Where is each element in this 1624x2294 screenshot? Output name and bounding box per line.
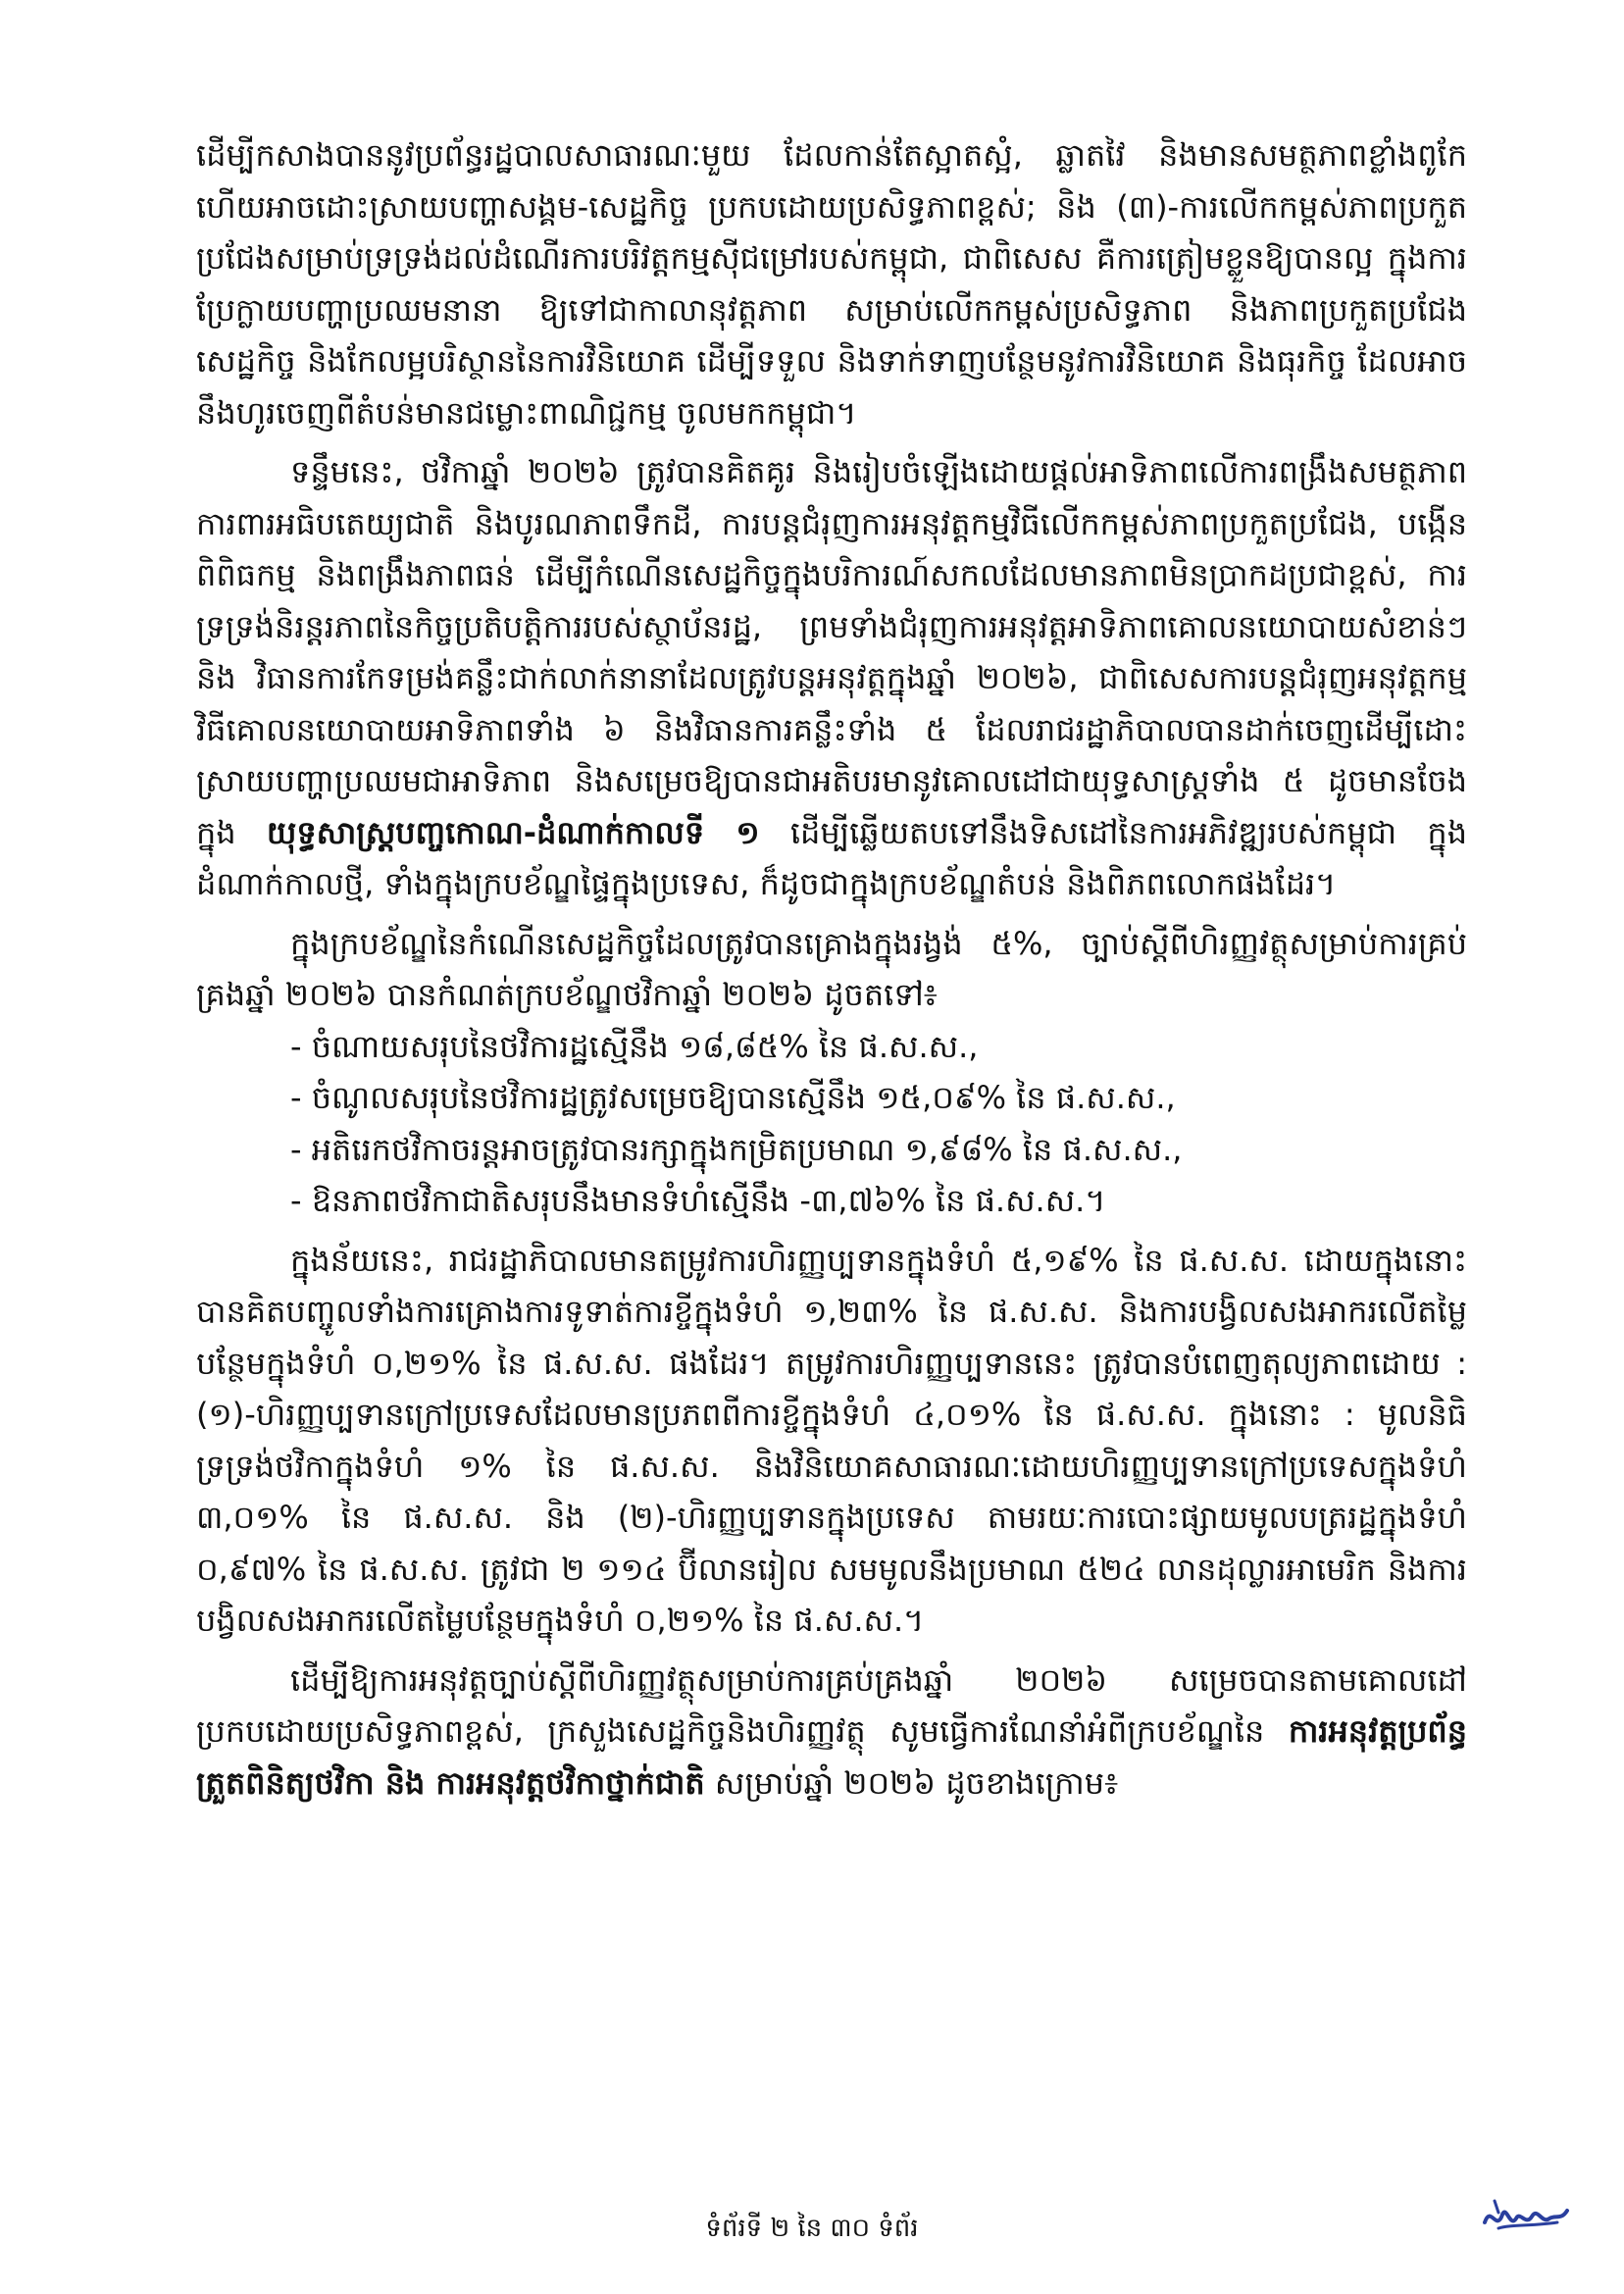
paragraph-2 [196, 446, 1467, 910]
list-item: - ចំណូលសរុបនៃថវិការដ្ឋត្រូវសម្រេចឱ្យបានស្មើនឹង ១៥,០៩% នៃ ផ.ស.ស., [290, 1079, 1176, 1116]
list-item: - ឱនភាពថវិកាជាតិសរុបនឹងមានទំហំស្មើនឹង -៣,៧៦% នៃ ផ.ស.ស.។ [290, 1182, 1106, 1219]
list-item: - អតិរេកថវិកាចរន្តអាចត្រូវបានរក្សាក្នុងកម្រិតប្រមាណ ១,៩៨% នៃ ផ.ស.ស., [290, 1130, 1183, 1168]
paragraph-1 [196, 129, 1467, 438]
paragraph-2-text-a: ទន្ទឹមនេះ, ថវិកាឆ្នាំ ២០២៦ ត្រូវបានគិតគូរ និងរៀបចំឡើងដោយផ្តល់អាទិភាពលើការពង្រឹងសមត្ថភាពការពារអធិបតេយ្យជាតិ និងបូរណភាពទឹកដី, ការបន្តជំរុញការអនុវត្តកម្មវិធីលើកកម្ពស់ភាពប្រកួតប្រជែង, បង្កើនពិពិធកម្ម និងពង្រឹងភាពធន់ ដើម្បីកំណើនសេដ្ឋកិច្ចក្នុងបរិការណ៍សកលដែលមានភាពមិនប្រាកដប្រជាខ្ពស់, ការទ្រទ្រង់និរន្តរភាពនៃកិច្ចប្រតិបត្តិការរបស់ស្ថាប័នរដ្ឋ, ព្រមទាំងជំរុញការអនុវត្តអាទិភាពគោលនយោបាយសំខាន់ៗ និង វិធានការកែទម្រង់គន្លឹះជាក់លាក់នានាដែលត្រូវបន្តអនុវត្តក្នុងឆ្នាំ ២០២៦, ជាពិសេសការបន្តជំរុញអនុវត្តកម្មវិធីគោលនយោបាយអាទិភាពទាំង ៦ និងវិធានការគន្លឹះទាំង ៥ ដែលរាជរដ្ឋាភិបាលបានដាក់ចេញដើម្បីដោះស្រាយបញ្ហាប្រឈមជាអាទិភាព និងសម្រេចឱ្យបានជាអតិបរមានូវគោលដៅជាយុទ្ធសាស្ត្រទាំង ៥ ដូចមានចែងក្នុង [196, 453, 1467, 851]
paragraph-5 [196, 1655, 1467, 1810]
paragraph-4-text: ក្នុងន័យនេះ, រាជរដ្ឋាភិបាលមានតម្រូវការហិរញ្ញប្បទានក្នុងទំហំ ៥,១៩% នៃ ផ.ស.ស. ដោយក្នុងនោះបានគិតបញ្ចូលទាំងការគ្រោងការទូទាត់ការខ្ចីក្នុងទំហំ ១,២៣% នៃ ផ.ស.ស. និងការបង្វិលសងអាករលើតម្លៃបន្ថែមក្នុងទំហំ ០,២១% នៃ ផ.ស.ស. ផងដែរ។ តម្រូវការហិរញ្ញប្បទាននេះ ត្រូវបានបំពេញតុល្យភាពដោយ : (១)-ហិរញ្ញប្បទានក្រៅប្រទេសដែលមានប្រភពពីការខ្ចីក្នុងទំហំ ៤,០១% នៃ ផ.ស.ស. ក្នុងនោះ : មូលនិធិទ្រទ្រង់ថវិកាក្នុងទំហំ ១% នៃ ផ.ស.ស. និងវិនិយោគសាធារណៈដោយហិរញ្ញប្បទានក្រៅប្រទេសក្នុងទំហំ ៣,០១% នៃ ផ.ស.ស. និង (២)-ហិរញ្ញប្បទានក្នុងប្រទេស តាមរយៈការបោះផ្សាយមូលបត្ររដ្ឋក្នុងទំហំ ០,៩៧% នៃ ផ.ស.ស. ត្រូវជា ២ ១១៤ ប៊ីលានរៀល សមមូលនឹងប្រមាណ ៥២៤ លានដុល្លារអាមេរិក និងការបង្វិលសងអាករលើតម្លៃបន្ថែមក្នុងទំហំ ០,២១% នៃ ផ.ស.ស.។ [196, 1241, 1467, 1639]
paragraph-2-text-b: ដើម្បីឆ្លើយតបទៅនឹងទិសដៅនៃការអភិវឌ្ឍរបស់កម្ពុជា ក្នុងដំណាក់កាលថ្មី, ទាំងក្នុងក្របខ័ណ្ឌផ្ទៃក្នុងប្រទេស, ក៏ដូចជាក្នុងក្របខ័ណ្ឌតំបន់ និងពិភពលោកផងដែរ។ [196, 813, 1468, 902]
paragraph-3 [196, 918, 1467, 1021]
list-item: - ចំណាយសរុបនៃថវិការដ្ឋស្មើនឹង ១៨,៨៥% នៃ ផ.ស.ស., [290, 1027, 979, 1065]
paragraph-3-text: ក្នុងក្របខ័ណ្ឌនៃកំណើនសេដ្ឋកិច្ចដែលត្រូវបានគ្រោងក្នុងរង្វង់ ៥%, ច្បាប់ស្តីពីហិរញ្ញវត្ថុសម្រាប់ការគ្រប់គ្រងឆ្នាំ ២០២៦ បានកំណត់ក្របខ័ណ្ឌថវិកាឆ្នាំ ២០២៦ ដូចតទៅ៖ [196, 924, 1467, 1013]
strategy-title-bold: យុទ្ធសាស្ត្របញ្ចកោណ-ដំណាក់កាលទី ១ [266, 813, 760, 851]
page-number: ទំព័រទី ២ នៃ ៣០ ទំព័រ [705, 2214, 919, 2243]
paragraph-5-text-b: សម្រាប់ឆ្នាំ ២០២៦ ដូចខាងក្រោម៖ [704, 1763, 1119, 1802]
budget-control-bold: ការអនុវត្តប្រព័ន្ធត្រួតពិនិត្យថវិកា និង ការអនុវត្តថវិកាថ្នាក់ជាតិ [196, 1712, 1467, 1802]
signature-icon [1481, 2193, 1571, 2242]
paragraph-4 [196, 1235, 1467, 1647]
paragraph-1-text: ដើម្បីកសាងបាននូវប្រព័ន្ធរដ្ឋបាលសាធារណៈមួយ ដែលកាន់តែស្អាតស្អំ, ឆ្លាតវៃ និងមានសមត្ថភាពខ្លាំងពូកែ ហើយអាចដោះស្រាយបញ្ហាសង្គម-សេដ្ឋកិច្ច ប្រកបដោយប្រសិទ្ធភាពខ្ពស់; និង (៣)-ការលើកកម្ពស់ភាពប្រកួតប្រជែងសម្រាប់ទ្រទ្រង់ដល់ដំណើរការបរិវត្តកម្មស៊ីជម្រៅរបស់កម្ពុជា, ជាពិសេស គឺការត្រៀមខ្លួនឱ្យបានល្អ ក្នុងការប្រែក្លាយបញ្ហាប្រឈមនានា ឱ្យទៅជាកាលានុវត្តភាព សម្រាប់លើកកម្ពស់ប្រសិទ្ធភាព និងភាពប្រកួតប្រជែងសេដ្ឋកិច្ច និងកែលម្អបរិស្ថាននៃការវិនិយោគ ដើម្បីទទួល និងទាក់ទាញបន្ថែមនូវការវិនិយោគ និងធុរកិច្ច ដែលអាចនឹងហូរចេញពីតំបន់មានជម្លោះពាណិជ្ជកម្ម ចូលមកកម្ពុជា។ [196, 136, 1467, 432]
paragraph-5-text-a: ដើម្បីឱ្យការអនុវត្តច្បាប់ស្តីពីហិរញ្ញវត្ថុសម្រាប់ការគ្រប់គ្រងឆ្នាំ ២០២៦ សម្រេចបានតាមគោលដៅប្រកបដោយប្រសិទ្ធភាពខ្ពស់, ក្រសួងសេដ្ឋកិច្ចនិងហិរញ្ញវត្ថុ សូមធ្វើការណែនាំអំពីក្របខ័ណ្ឌនៃ [196, 1660, 1467, 1750]
document-body [196, 129, 1467, 1809]
